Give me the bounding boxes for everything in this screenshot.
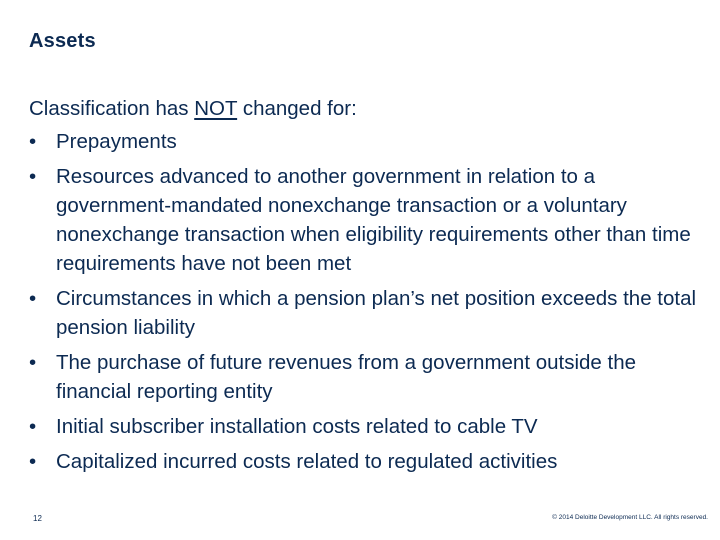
intro-text bbox=[29, 94, 699, 123]
bullet-marker: • bbox=[29, 415, 37, 438]
list-item bbox=[29, 447, 699, 476]
list-item bbox=[29, 284, 699, 342]
bullet-marker: • bbox=[29, 287, 37, 310]
list-item bbox=[29, 162, 699, 278]
slide-title: Assets bbox=[29, 30, 96, 52]
list-item bbox=[29, 412, 699, 441]
list-item bbox=[29, 127, 699, 156]
intro-before: Classification has bbox=[29, 97, 195, 120]
bullet-marker: • bbox=[29, 165, 37, 188]
bullet-marker: • bbox=[29, 450, 37, 473]
list-item-text: Capitalized incurred costs related to regulated activities bbox=[56, 450, 558, 473]
bullet-list bbox=[29, 127, 699, 476]
list-item-text: Initial subscriber installation costs related to cable TV bbox=[56, 415, 538, 438]
intro-after: changed for: bbox=[237, 97, 357, 120]
page-number: 12 bbox=[33, 514, 42, 523]
slide-content bbox=[29, 94, 699, 482]
list-item-text: Resources advanced to another government in relation to a government-mandated nonexchange transaction or a voluntary nonexchange transaction when eligibility requirements other than time requirements have not been met bbox=[56, 165, 691, 275]
bullet-marker: • bbox=[29, 351, 37, 374]
bullet-marker: • bbox=[29, 130, 37, 153]
copyright-notice: © 2014 Deloitte Development LLC. All rights reserved. bbox=[552, 514, 708, 521]
list-item-text: The purchase of future revenues from a government outside the financial reporting entity bbox=[56, 351, 637, 403]
list-item-text: Circumstances in which a pension plan’s net position exceeds the total pension liability bbox=[56, 287, 697, 339]
intro-emphasis: NOT bbox=[194, 97, 238, 120]
list-item bbox=[29, 348, 699, 406]
list-item-text: Prepayments bbox=[56, 130, 177, 153]
